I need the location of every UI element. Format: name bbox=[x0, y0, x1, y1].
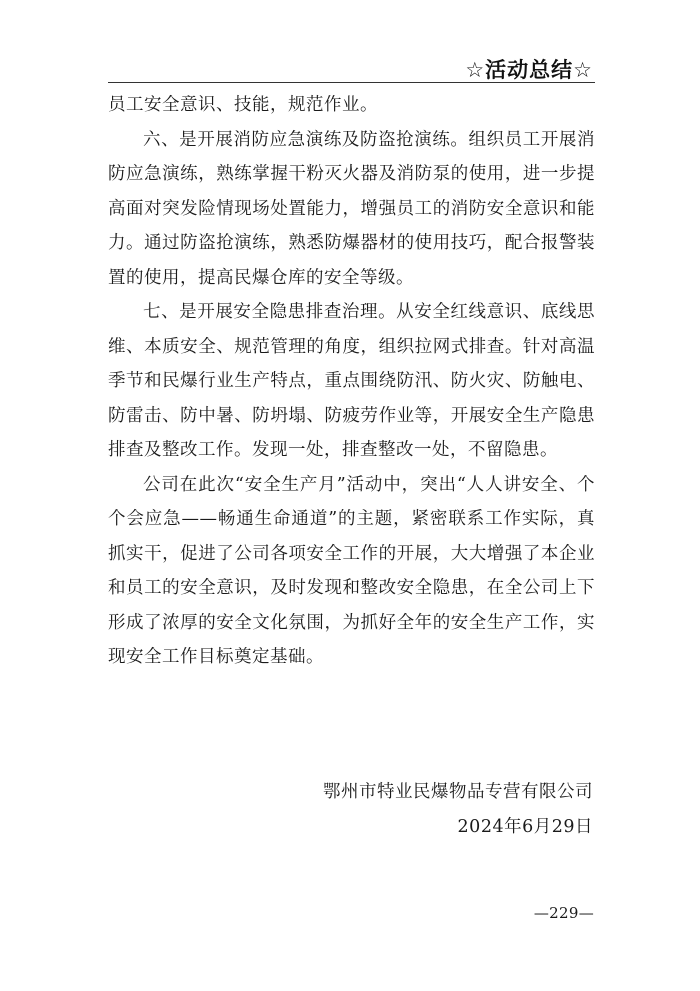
signature-block bbox=[323, 775, 593, 844]
paragraph-fire-drill: 六、是开展消防应急演练及防盗抢演练。组织员工开展消防应急演练，熟练掌握干粉灭火器及消防泵的使用，进一步提高面对突发险情现场处置能力，增强员工的消防安全意识和能力。通过防盗抢演练，熟悉防爆器材的使用技巧，配合报警装置的使用，提高民爆仓库的安全等级。 bbox=[108, 129, 595, 288]
paragraph-continuation: 员工安全意识、技能，规范作业。 bbox=[108, 95, 378, 115]
page-number: —229— bbox=[533, 904, 594, 922]
body-text bbox=[108, 88, 595, 675]
page-header bbox=[108, 52, 595, 83]
signature-date: 2024年6月29日 bbox=[457, 816, 593, 837]
paragraph-summary: 公司在此次“安全生产月”活动中，突出“人人讲安全、个个会应急——畅通生命通道”的主题，紧密联系工作实际，真抓实干，促进了公司各项安全工作的开展，大大增强了本企业和员工的安全意识，及时发现和整改安全隐患，在全公司上下形成了浓厚的安全文化氛围，为抓好全年的安全生产工作，实现安全工作目标奠定基础。 bbox=[108, 474, 595, 667]
signature-company: 鄂州市特业民爆物品专营有限公司 bbox=[323, 782, 593, 802]
header-title: ☆活动总结☆ bbox=[465, 58, 593, 82]
paragraph-hazard-inspection: 七、是开展安全隐患排查治理。从安全红线意识、底线思维、本质安全、规范管理的角度，组织拉网式排查。针对高温季节和民爆行业生产特点，重点围绕防汛、防火灾、防触电、防雷击、防中暑、防坍塌、防疲劳作业等，开展安全生产隐患排查及整改工作。发现一处，排查整改一处，不留隐患。 bbox=[108, 302, 595, 460]
